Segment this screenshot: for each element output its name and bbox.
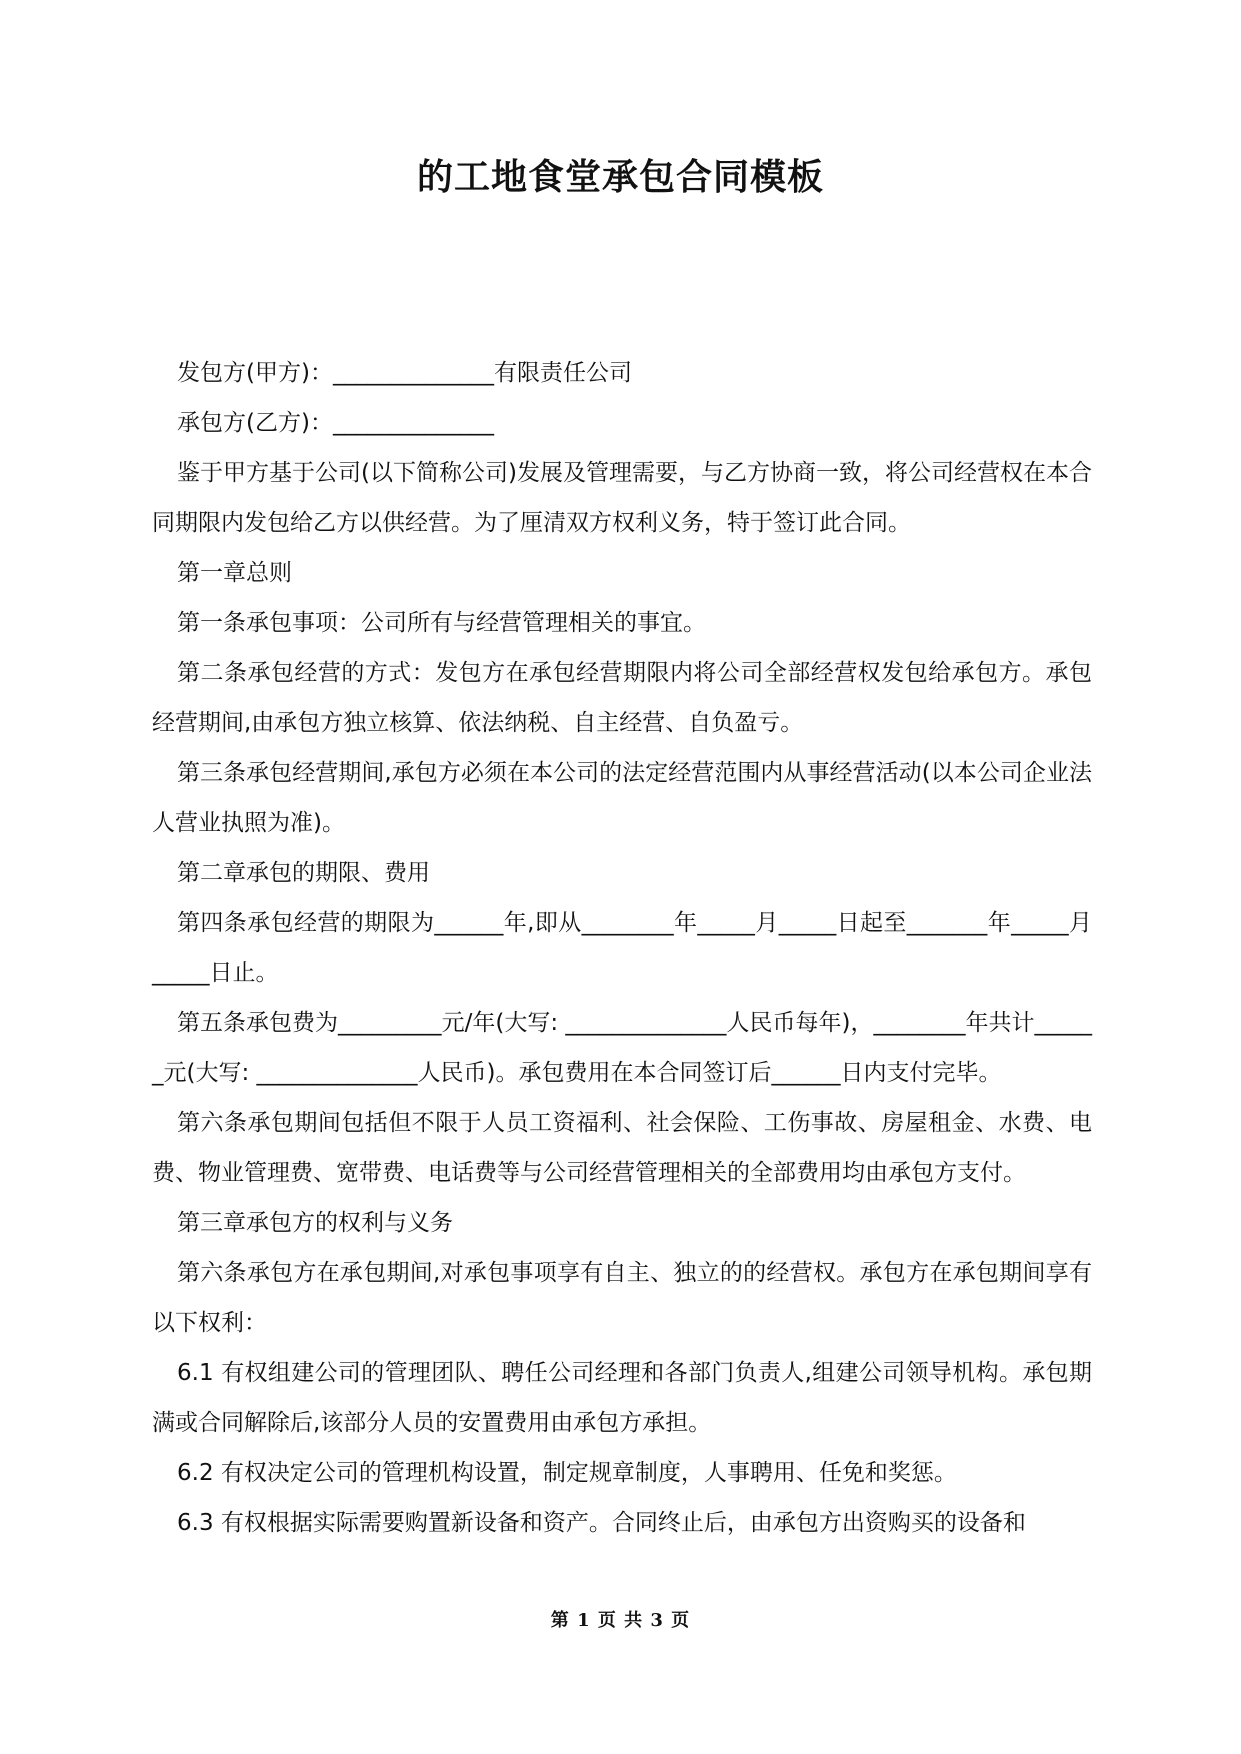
article-6-rights: 第六条承包方在承包期间,对承包事项享有自主、独立的的经营权。承包方在承包期间享有以下权利： (152, 1260, 1092, 1336)
chapter-heading-3: 第三章承包方的权利与义务 (177, 1210, 453, 1236)
paragraph-party-b: 承包方(乙方)：______________ (177, 410, 494, 436)
article-2: 第二条承包经营的方式：发包方在承包经营期限内将公司全部经营权发包给承包方。承包经营期间,由承包方独立核算、依法纳税、自主经营、自负盈亏。 (152, 660, 1092, 736)
clause-6-3: 6.3 有权根据实际需要购置新设备和资产。合同终止后，由承包方出资购买的设备和 (177, 1510, 1026, 1536)
article-5: 第五条承包费为_________元/年(大写: ______________人民币每年)，________年共计______元(大写: ______________人民币)。承包费用在本合同签订后______日内支付完毕。 (152, 1010, 1092, 1086)
article-3: 第三条承包经营期间,承包方必须在本公司的法定经营范围内从事经营活动(以本公司企业法人营业执照为准)。 (152, 760, 1092, 836)
page-footer: 第 1 页 共 3 页 (550, 1610, 691, 1631)
article-1: 第一条承包事项：公司所有与经营管理相关的事宜。 (177, 610, 706, 636)
paragraph-party-a: 发包方(甲方)：______________有限责任公司 (177, 360, 632, 386)
chapter-heading-1: 第一章总则 (177, 560, 292, 586)
chapter-heading-2: 第二章承包的期限、费用 (177, 860, 430, 886)
clause-6-2: 6.2 有权决定公司的管理机构设置，制定规章制度，人事聘用、任免和奖惩。 (177, 1460, 957, 1486)
article-6: 第六条承包期间包括但不限于人员工资福利、社会保险、工伤事故、房屋租金、水费、电费、物业管理费、宽带费、电话费等与公司经营管理相关的全部费用均由承包方支付。 (152, 1110, 1092, 1186)
document-body (152, 348, 1092, 1548)
paragraph-preamble: 鉴于甲方基于公司(以下简称公司)发展及管理需要，与乙方协商一致，将公司经营权在本合同期限内发包给乙方以供经营。为了厘清双方权利义务，特于签订此合同。 (152, 460, 1092, 536)
clause-6-1: 6.1 有权组建公司的管理团队、聘任公司经理和各部门负责人,组建公司领导机构。承包期满或合同解除后,该部分人员的安置费用由承包方承担。 (152, 1360, 1092, 1436)
document-title: 的工地食堂承包合同模板 (416, 157, 824, 198)
article-4: 第四条承包经营的期限为______年,即从________年_____月_____日起至_______年_____月_____日止。 (152, 910, 1092, 986)
